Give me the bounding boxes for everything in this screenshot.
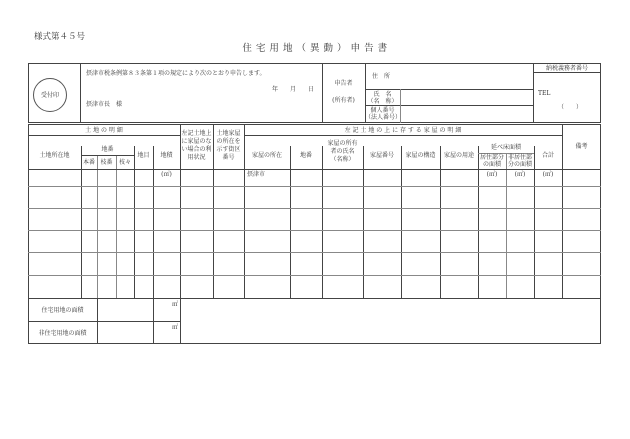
chimoku-header: 地目 — [137, 152, 150, 159]
non-residential-area-line1: 非居住部 — [507, 154, 532, 161]
taxpayer-number-label: 納税義務者番号 — [545, 65, 588, 72]
non-residential-land-area-label: 非住宅用地の面積 — [38, 330, 87, 337]
address-label: 住 所 — [372, 73, 391, 80]
no-house-usage-line4: 用状況 — [187, 154, 206, 161]
reception-stamp-label: 受付印 — [40, 92, 59, 99]
statement-text: 摂津市税条例第８３条第１項の規定により次のとおり申告します。 — [86, 70, 266, 77]
land-section-title: 土 地 の 明 細 — [85, 127, 123, 134]
name-note: （名 称） — [367, 98, 398, 105]
block-number-line4: 番号 — [222, 154, 235, 161]
remarks-header: 備考 — [575, 143, 588, 150]
land-location-header: 土地所在地 — [39, 152, 70, 159]
block-number-line2: の所在を — [216, 138, 241, 145]
house-owner-line2: 者の氏名 — [330, 148, 355, 155]
non-residential-area-unit: (㎡) — [514, 171, 526, 178]
date-field[interactable]: 年 月 日 — [272, 86, 315, 93]
residential-land-area-unit: ㎡ — [172, 301, 179, 308]
honban-header: 本番 — [82, 159, 95, 166]
house-chiban-header: 地番 — [299, 152, 312, 159]
land-area-header: 地積 — [160, 152, 173, 159]
residential-area-line2: の面積 — [482, 161, 501, 168]
block-number-line3: 示す街区 — [216, 146, 241, 153]
residential-area-unit: (㎡) — [486, 171, 498, 178]
chiban-header: 地番 — [101, 146, 114, 153]
document-title: 住 宅 用 地 （ 異 動 ） 申 告 書 — [242, 43, 388, 54]
house-location-prefix: 摂津市 — [247, 171, 266, 178]
declarant-label: 申告者 — [334, 80, 353, 87]
residential-land-area-label: 住宅用地の面積 — [41, 307, 84, 314]
no-house-usage-line2: に家屋のな — [181, 138, 212, 145]
total-area-header: 合計 — [541, 152, 554, 159]
tel-label: TEL — [538, 90, 551, 97]
house-owner-line3: （名称） — [330, 156, 355, 163]
block-number-line1: 土地家屋 — [216, 130, 241, 137]
non-residential-area-line2: 分の面積 — [507, 161, 532, 168]
owner-note: (所有者) — [332, 97, 355, 104]
house-section-title: 左 記 土 地 の 上 に 存 す る 家 屋 の 明 細 — [344, 127, 462, 134]
mago-edaban-header: 枝々 — [118, 159, 131, 166]
addressee: 摂津市長 様 — [86, 101, 123, 108]
non-residential-land-area-unit: ㎡ — [172, 324, 179, 331]
floor-area-title: 延べ床面積 — [490, 144, 521, 151]
total-area-unit: (㎡) — [542, 171, 554, 178]
edaban-header: 枝番 — [100, 159, 113, 166]
house-owner-line1: 家屋の所有 — [327, 140, 358, 147]
name-label: 氏 名 — [373, 91, 392, 98]
house-use-header: 家屋の用途 — [443, 152, 474, 159]
tel-parentheses[interactable]: （ ） — [558, 104, 583, 111]
land-area-unit: (㎡) — [161, 171, 172, 178]
house-structure-header: 家屋の構造 — [405, 152, 436, 159]
corp-number-label: （法人番号） — [365, 114, 402, 121]
id-number-label: 個人番号 — [370, 107, 395, 114]
no-house-usage-line1: 左記土地上 — [181, 130, 212, 137]
residential-area-line1: 居住部分 — [479, 154, 504, 161]
house-location-header: 家屋の所在 — [251, 152, 282, 159]
form-number: 様式第４５号 — [34, 32, 86, 42]
house-number-header: 家屋番号 — [369, 152, 394, 159]
no-house-usage-line3: い場合の利 — [181, 146, 212, 153]
